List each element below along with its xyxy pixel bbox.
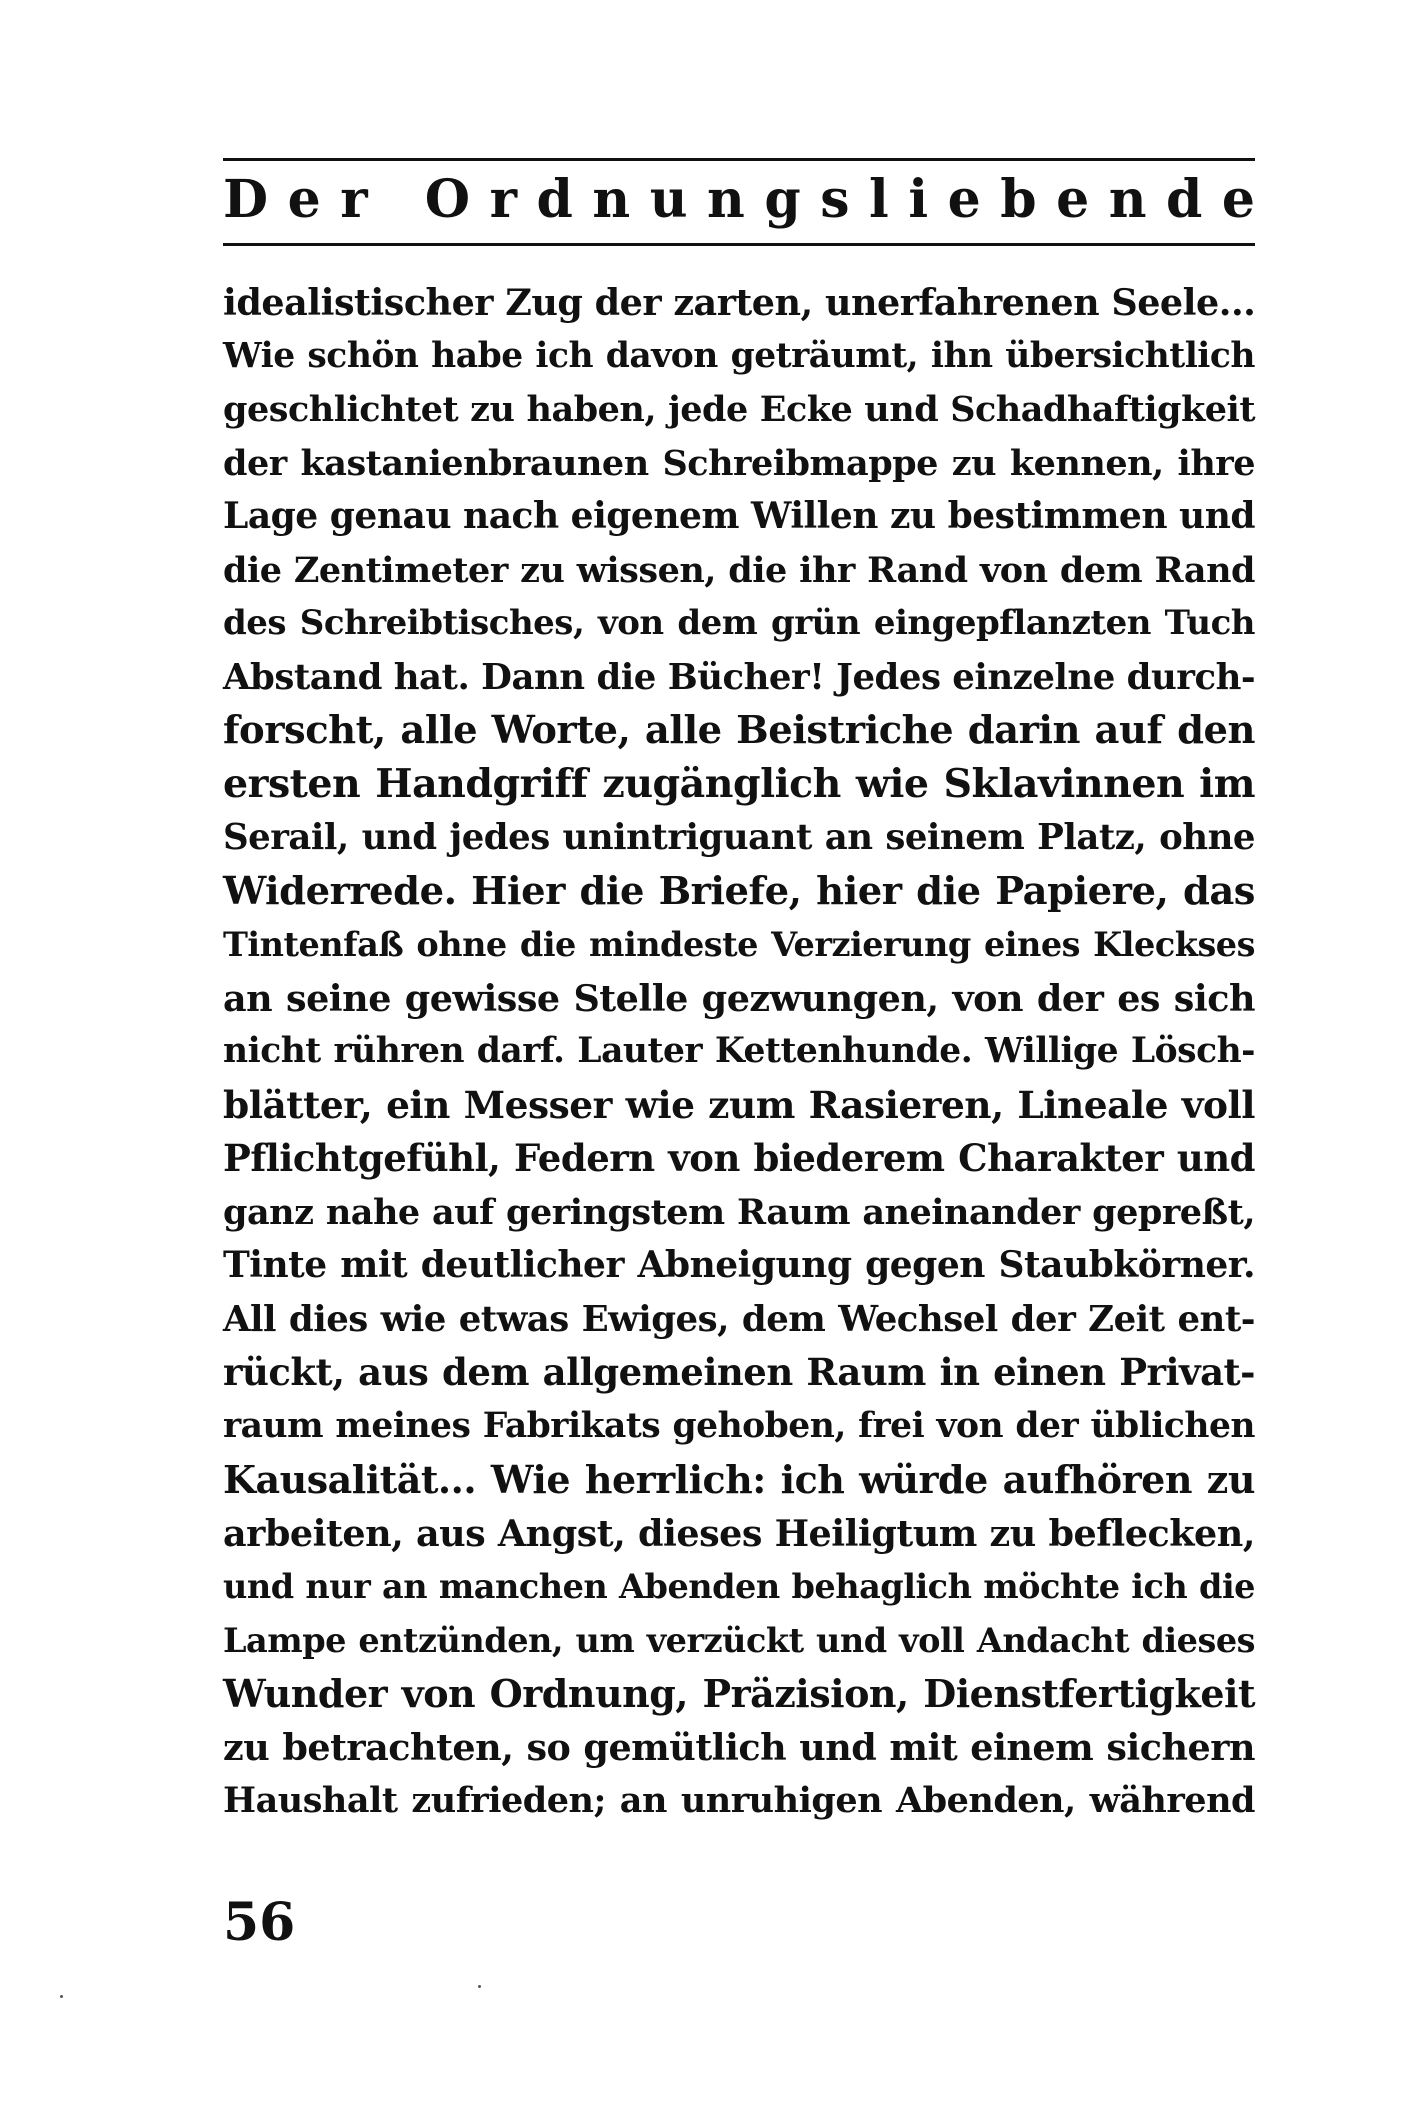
running-head-letter: d: [536, 169, 573, 230]
running-head-letter: n: [592, 169, 631, 230]
text-line: Pflichtgefühl, Federn von biederem Charakter und: [223, 1136, 1255, 1180]
text-line: All dies wie etwas Ewiges, dem Wechsel der Zeit ent-: [223, 1298, 1255, 1340]
running-head-letter: u: [649, 169, 688, 230]
text-line: Lampe entzünden, um verzückt und voll Andacht dieses: [223, 1620, 1255, 1660]
running-head-letter: n: [1108, 169, 1147, 230]
text-line: nicht rühren darf. Lauter Kettenhunde. Willige Lösch-: [223, 1031, 1255, 1071]
header-rule-top: [223, 158, 1255, 161]
text-line: ersten Handgriff zugänglich wie Sklavinnen im: [223, 760, 1255, 807]
text-line: die Zentimeter zu wissen, die ihr Rand von dem Rand: [223, 549, 1255, 591]
running-head-letter: e: [287, 169, 321, 230]
text-line: forscht, alle Worte, alle Beistriche darin auf den: [223, 708, 1255, 753]
running-head-letter: n: [707, 169, 745, 230]
text-line: raum meines Fabrikats gehoben, frei von der üblichen: [223, 1405, 1255, 1446]
text-line: des Schreibtisches, von dem grün eingepflanzten Tuch: [223, 603, 1255, 643]
text-line: geschlichtet zu haben, jede Ecke und Schadhaftigkeit: [223, 389, 1255, 430]
text-line: Lage genau nach eigenem Willen zu bestimmen und: [223, 495, 1256, 537]
text-line: rückt, aus dem allgemeinen Raum in einen Privat-: [223, 1350, 1255, 1394]
running-head-letter: r: [340, 169, 368, 230]
text-line: ganz nahe auf geringstem Raum aneinander gepreßt,: [223, 1191, 1255, 1233]
running-head-letter: e: [1056, 169, 1090, 230]
text-line: und nur an manchen Abenden behaglich möchte ich die: [223, 1567, 1255, 1606]
running-head-letter: b: [1000, 169, 1037, 230]
text-line: blätter, ein Messer wie zum Rasieren, Lineale voll: [223, 1082, 1255, 1127]
text-line: Abstand hat. Dann die Bücher! Jedes einzelne durch-: [223, 656, 1256, 698]
text-line: arbeiten, aus Angst, dieses Heiligtum zu beflecken,: [223, 1511, 1255, 1555]
running-head-letter: O: [424, 169, 471, 230]
text-line: zu betrachten, so gemütlich und mit einem sichern: [223, 1725, 1255, 1769]
text-line: an seine gewisse Stelle gezwungen, von der es sich: [223, 976, 1255, 1020]
text-line: idealistischer Zug der zarten, unerfahrenen Seele...: [223, 281, 1256, 324]
running-head-letter: l: [869, 169, 889, 230]
text-line: Tintenfaß ohne die mindeste Verzierung eines Kleckses: [223, 925, 1255, 964]
running-head-letter: r: [489, 169, 517, 230]
header-rule-bottom: [223, 243, 1255, 246]
text-line: Widerrede. Hier die Briefe, hier die Papiere, das: [223, 868, 1255, 914]
text-line: Wunder von Ordnung, Präzision, Dienstfertigkeit: [223, 1671, 1255, 1716]
text-line: Wie schön habe ich davon geträumt, ihn übersichtlich: [223, 335, 1255, 376]
running-head-letter: g: [764, 169, 801, 230]
body-text: [223, 276, 1255, 1828]
text-line: Tinte mit deutlicher Abneigung gegen Staubkörner.: [223, 1244, 1255, 1286]
running-head-word-gap: [387, 174, 405, 226]
text-line: der kastanienbraunen Schreibmappe zu kennen, ihre: [223, 442, 1255, 484]
text-line: Haushalt zufrieden; an unruhigen Abenden, während: [223, 1780, 1255, 1821]
running-head-letter: i: [908, 169, 929, 230]
running-head-letter: e: [1221, 169, 1255, 230]
running-head-letter: e: [947, 169, 981, 230]
running-head: [223, 165, 1255, 235]
running-head-letter: s: [820, 169, 850, 230]
scan-speck: [478, 1985, 481, 1988]
text-line: Kausalität... Wie herrlich: ich würde aufhören zu: [223, 1457, 1255, 1502]
running-head-letter: d: [1166, 169, 1203, 230]
scan-speck: [60, 1995, 63, 1998]
text-line: Serail, und jedes unintriguant an seinem Platz, ohne: [223, 817, 1255, 858]
running-head-letter: D: [223, 169, 269, 230]
page-number: 56: [223, 1892, 296, 1953]
